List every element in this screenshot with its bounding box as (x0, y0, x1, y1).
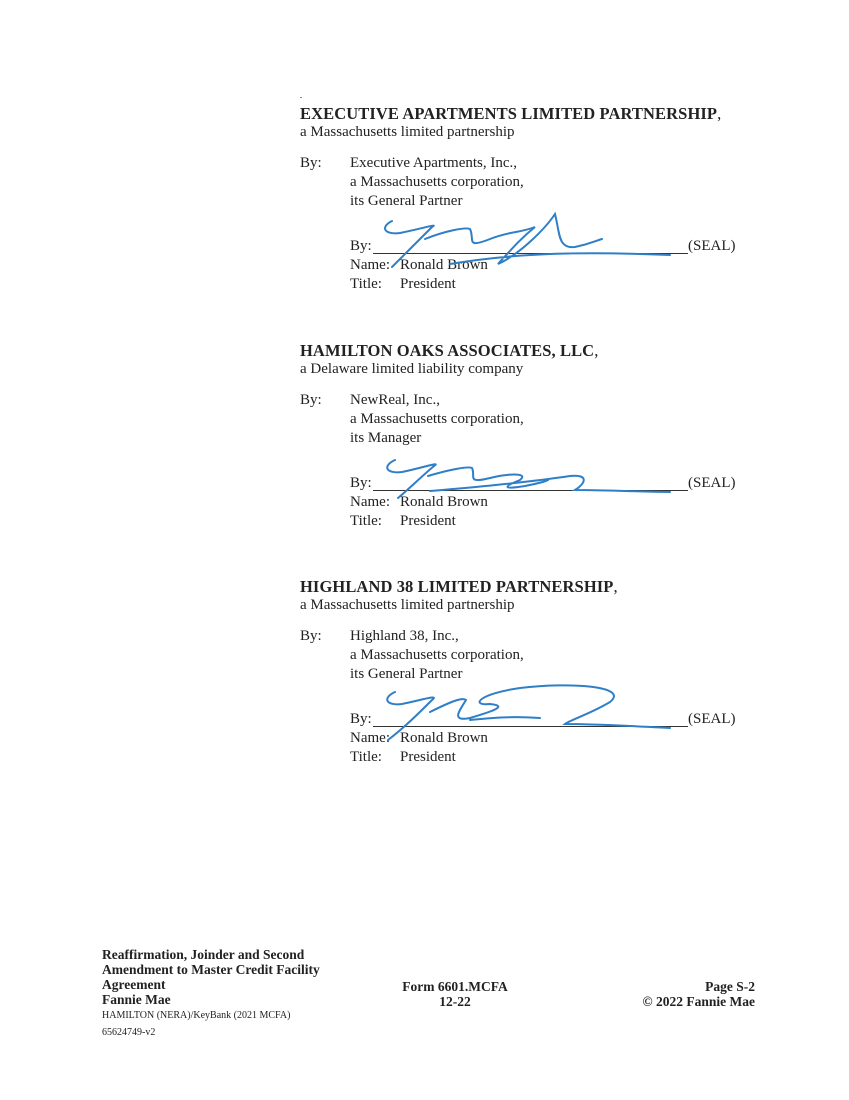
by-entity-type: a Massachusetts corporation, (350, 647, 524, 663)
signer-name: Ronald Brown (400, 730, 488, 746)
footer-doc-id: 65624749-v2 (102, 1027, 156, 1038)
title-label: Title: (350, 276, 382, 292)
title-label: Title: (350, 749, 382, 765)
by-label: By: (300, 392, 322, 408)
footer-matter: HAMILTON (NERA)/KeyBank (2021 MCFA) (102, 1010, 291, 1021)
by-label: By: (300, 155, 322, 171)
name-label: Name: (350, 257, 390, 273)
by-entity: Executive Apartments, Inc., (350, 155, 518, 171)
signer-title: President (400, 749, 456, 765)
by-entity-role: its General Partner (350, 193, 463, 209)
by-entity-type: a Massachusetts corporation, (350, 411, 524, 427)
signature-area (350, 237, 760, 297)
by-entity: NewReal, Inc., (350, 392, 440, 408)
copyright: © 2022 Fannie Mae (642, 994, 755, 1009)
by-entity-role: its General Partner (350, 666, 463, 682)
scan-speck (300, 97, 302, 98)
footer-title-line-2: Amendment to Master Credit Facility (102, 962, 320, 977)
entity-description: a Massachusetts limited partnership (300, 124, 515, 140)
footer-page (600, 979, 755, 1009)
signer-title: President (400, 276, 456, 292)
sig-by-label: By: (350, 238, 372, 254)
signature-block-highland-38 (300, 577, 760, 770)
form-date: 12-22 (439, 994, 471, 1009)
name-label: Name: (350, 730, 390, 746)
signature-block-hamilton-oaks (300, 341, 760, 534)
footer-title-line-4: Fannie Mae (102, 992, 171, 1007)
form-number: Form 6601.MCFA (402, 979, 508, 994)
by-label: By: (300, 628, 322, 644)
by-section (300, 154, 760, 211)
by-entity-type: a Massachusetts corporation, (350, 174, 524, 190)
by-section (300, 391, 760, 448)
signature-area (350, 474, 760, 534)
signer-title: President (400, 513, 456, 529)
page-number: Page S-2 (705, 979, 755, 994)
footer-form (390, 979, 520, 1009)
signer-name: Ronald Brown (400, 257, 488, 273)
entity-name: EXECUTIVE APARTMENTS LIMITED PARTNERSHIP, (300, 104, 722, 123)
signature-block-executive-apartments (300, 104, 760, 297)
seal-label: (SEAL) (688, 475, 736, 491)
title-label: Title: (350, 513, 382, 529)
entity-name: HIGHLAND 38 LIMITED PARTNERSHIP, (300, 577, 618, 596)
by-section (300, 627, 760, 684)
handwritten-signature (370, 209, 670, 279)
handwritten-signature (370, 446, 670, 516)
footer-document-title (102, 947, 362, 1041)
footer-title-line-3: Agreement (102, 977, 166, 992)
footer-title-line-1: Reaffirmation, Joinder and Second (102, 947, 305, 962)
by-entity: Highland 38, Inc., (350, 628, 459, 644)
signer-name: Ronald Brown (400, 494, 488, 510)
name-label: Name: (350, 494, 390, 510)
handwritten-signature (370, 682, 670, 752)
sig-by-label: By: (350, 711, 372, 727)
entity-name: HAMILTON OAKS ASSOCIATES, LLC, (300, 341, 599, 360)
entity-description: a Massachusetts limited partnership (300, 597, 515, 613)
seal-label: (SEAL) (688, 711, 736, 727)
sig-by-label: By: (350, 475, 372, 491)
entity-description: a Delaware limited liability company (300, 361, 524, 377)
signature-area (350, 710, 760, 770)
seal-label: (SEAL) (688, 238, 736, 254)
by-entity-role: its Manager (350, 430, 422, 446)
